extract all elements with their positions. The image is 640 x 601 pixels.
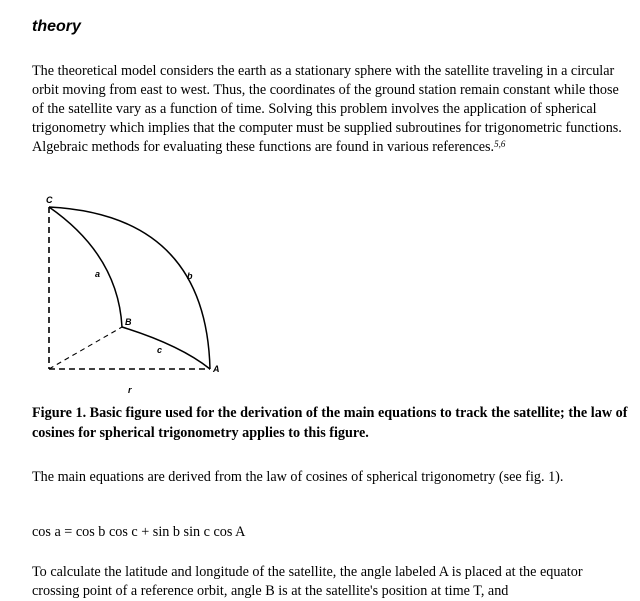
label-r: r <box>128 385 132 395</box>
lat-long-paragraph: To calculate the latitude and longitude of the satellite, the angle labeled A is placed at the equator crossing point of a reference orbit, angle B is at the satellite's position at time T, and <box>32 564 583 599</box>
label-C: C <box>46 195 53 205</box>
arc-a <box>49 207 122 327</box>
section-heading: theory <box>32 18 81 35</box>
intro-paragraph <box>32 62 628 157</box>
intro-text: The theoretical model considers the earth as a stationary sphere with the satellite traveling in a circular orbit moving from east to west. Thus, the coordinates of the ground station remain constant while those of the satellite vary as a function of time. Solving this problem involves the application of spherical trigonometry which implies that the computer must be supplied subroutines for trigonometric functions. Algebraic methods for evaluating these functions are found in various references. <box>32 63 622 155</box>
label-b: b <box>187 271 193 281</box>
arc-c <box>122 327 210 369</box>
arc-b <box>49 207 210 369</box>
reference-superscript: 5,6 <box>494 139 506 149</box>
label-B: B <box>125 317 132 327</box>
law-of-cosines-equation: cos a = cos b cos c + sin b sin c cos A <box>32 524 246 540</box>
main-equations-paragraph: The main equations are derived from the law of cosines of spherical trigonometry (see fig. 1). <box>32 469 564 485</box>
label-a: a <box>95 269 101 279</box>
spherical-triangle-figure <box>30 185 240 400</box>
label-c: c <box>157 345 163 355</box>
figure-caption: Figure 1. Basic figure used for the derivation of the main equations to track the satellite; the law of cosines for spherical trigonometry applies to this figure. <box>32 405 628 441</box>
label-A: A <box>213 364 220 374</box>
dashed-radius-to-B <box>49 327 122 369</box>
